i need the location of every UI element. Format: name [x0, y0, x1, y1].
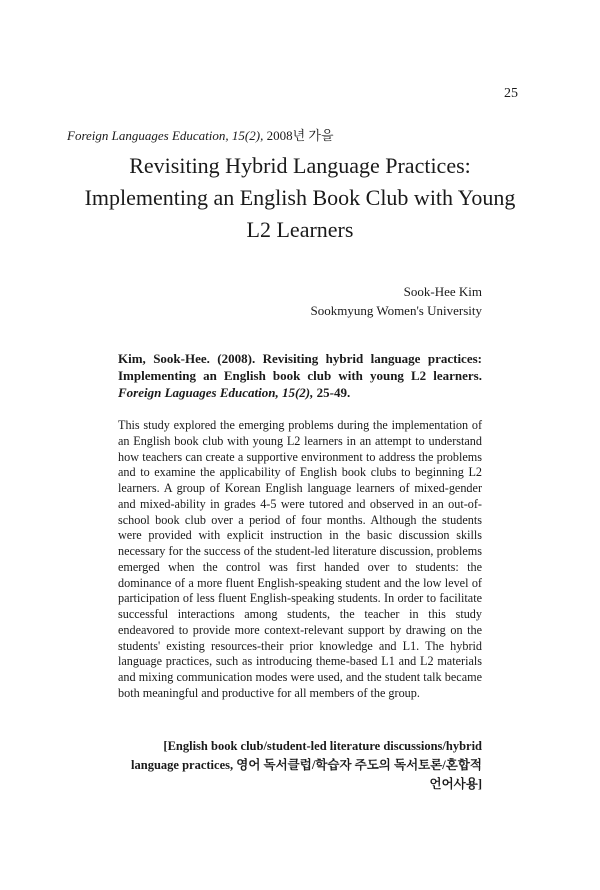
running-head-journal: Foreign Languages Education,: [67, 128, 229, 143]
keywords: [English book club/student-led literature discussions/hybrid language practices, 영어 독서클럽/학습자 주도의 독서토론/혼합적 언어사용]: [131, 739, 482, 791]
page-number: 25: [504, 86, 518, 101]
citation-volume: 15(2),: [281, 385, 314, 400]
running-head: [67, 125, 334, 144]
citation-main: Kim, Sook-Hee. (2008). Revisiting hybrid language practices: Implementing an English book club with young L2 learners.: [118, 351, 482, 383]
running-head-date: 2008년 가을: [266, 128, 334, 143]
author-block: [310, 282, 482, 320]
title-line-3: L2 Learners: [246, 217, 354, 242]
title-line-1: Revisiting Hybrid Language Practices:: [129, 153, 471, 178]
author-affiliation: Sookmyung Women's University: [310, 303, 482, 318]
title-line-2: Implementing an English Book Club with Young: [84, 185, 516, 210]
citation-journal: Foreign Laguages Education,: [118, 385, 279, 400]
paper-title: [60, 150, 540, 246]
citation-pages: 25-49.: [316, 385, 351, 400]
citation: [118, 350, 482, 401]
author-name: Sook-Hee Kim: [403, 284, 482, 299]
running-head-volume: 15(2),: [231, 128, 264, 143]
abstract: This study explored the emerging problems during the implementation of an English book club with young L2 learners in an attempt to understand how teachers can create a supportive environment to address the problems and to examine the applicability of English book clubs to beginning L2 learners. A group of Korean English language learners of mixed-gender and mixed-ability in grades 4-5 were tutored and observed in an out-of-school book club over a period of four months. Although the students were provided with explicit instruction in the basic discussion skills necessary for the success of the student-led literature discussion, problems emerged when the control was first handed over to students: the dominance of a more fluent English-speaking student and the low level of participation of less fluent English-speaking students. In order to facilitate successful interactions among students, the teacher in this study endeavored to provide more context-relevant support by drawing on the students' existing resources-their prior knowledge and L1. The hybrid language practices, such as introducing theme-based L1 and L2 materials and mixing communication modes were used, and the student talk became both meaningful and productive for all members of the group.: [118, 418, 482, 700]
